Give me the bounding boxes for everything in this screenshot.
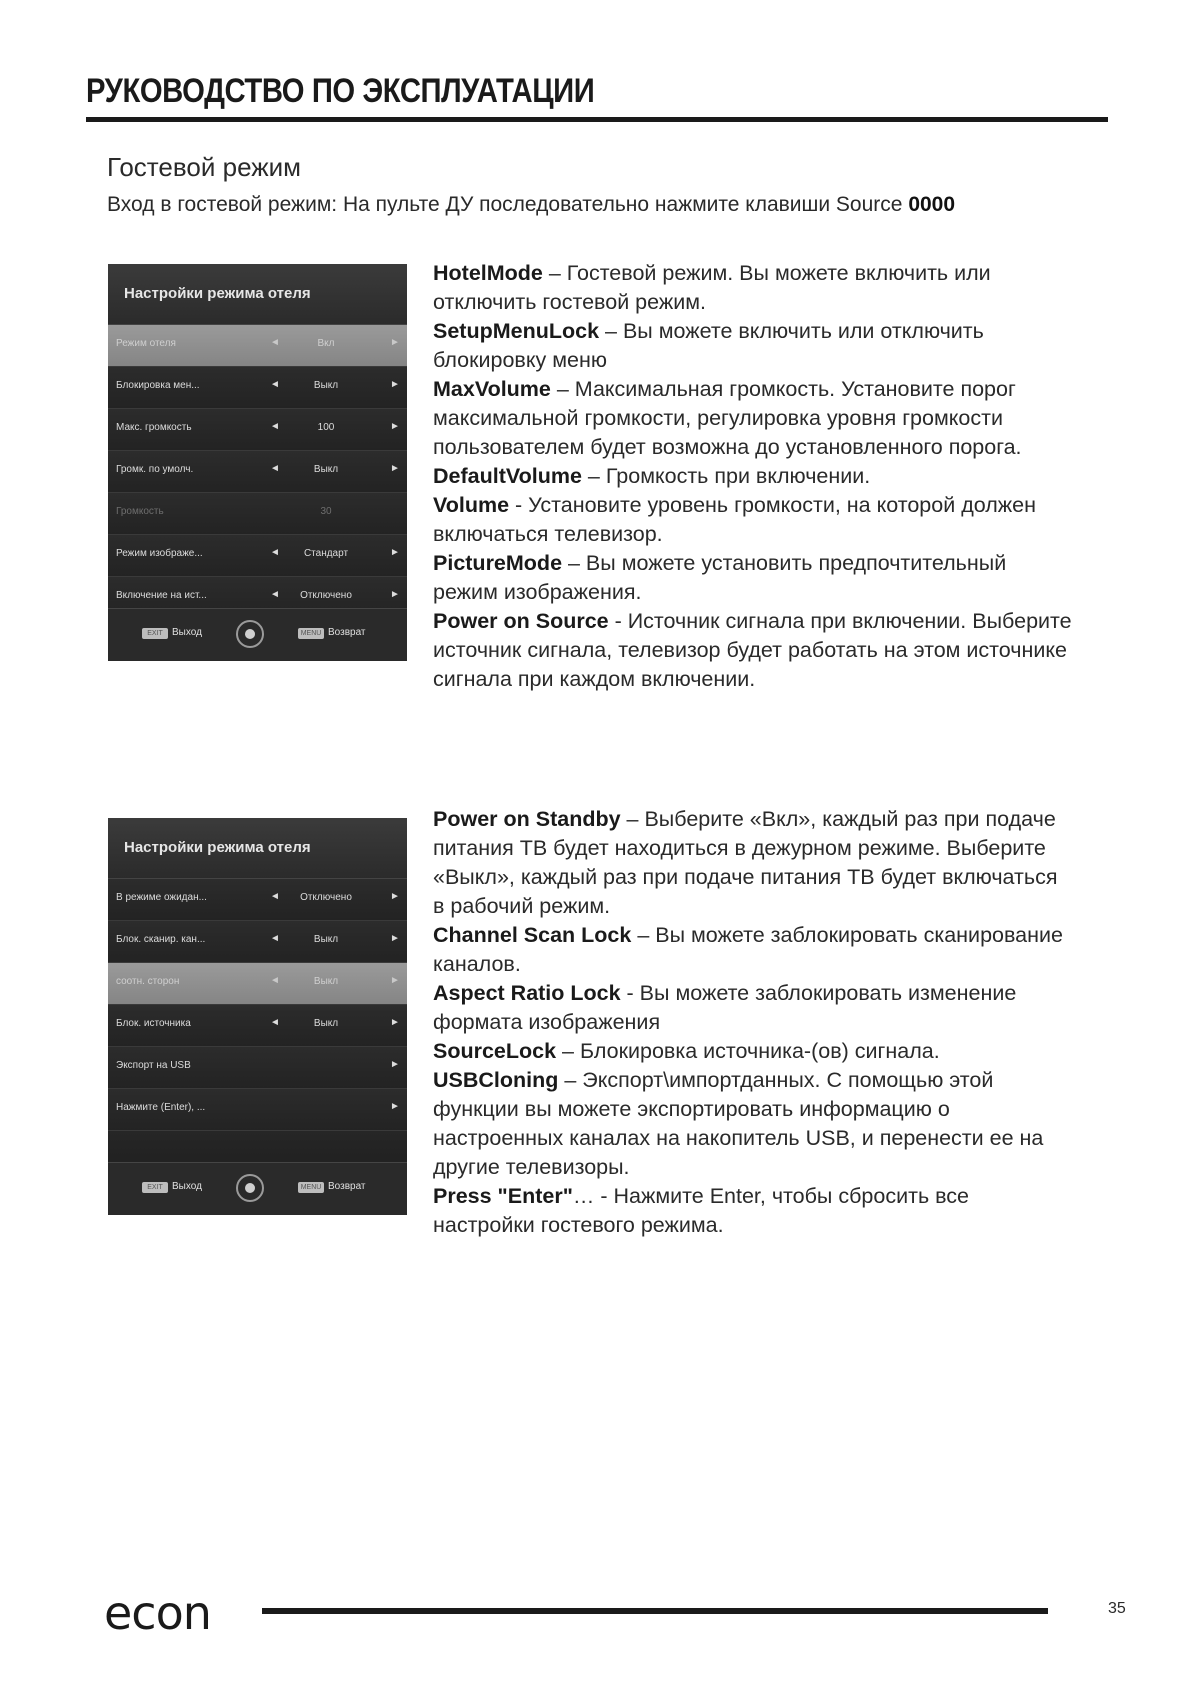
section-title: Гостевой режим — [107, 152, 302, 182]
right-arrow-icon: ► — [390, 547, 400, 558]
tv-row-label: Режим изображе... — [116, 548, 203, 559]
desc-text: – Выберите «Вкл», каждый раз при подаче питания ТВ будет находиться в дежурном режиме. Выберите «Выкл», каждый раз при подаче питания ТВ будет включаться в рабочий режим. — [433, 807, 1058, 918]
desc-text: – Громкость при включении. — [581, 464, 871, 488]
desc-text: – Вы можете заблокировать сканирование каналов. — [433, 923, 1063, 976]
exit-label: Выход — [172, 627, 202, 638]
footer-rule — [262, 1608, 1048, 1614]
right-arrow-icon: ► — [390, 1059, 400, 1070]
hotel-menu-screenshot-2 — [108, 818, 407, 1215]
tv-row-label: Включение на ист... — [116, 590, 207, 601]
tv-menu-row — [108, 535, 407, 577]
right-arrow-icon: ► — [390, 1101, 400, 1112]
desc-item — [433, 259, 1073, 317]
tv-menu-row — [108, 409, 407, 451]
tv-row-label: Блокировка мен... — [116, 380, 200, 391]
tv-row-label: Режим отеля — [116, 338, 176, 349]
desc-item — [433, 375, 1073, 462]
intro-text: Вход в гостевой режим: На пульте ДУ последовательно нажмите клавиши Source — [107, 193, 903, 216]
tv-row-value: Отключено — [300, 590, 352, 601]
tv-row-value: 30 — [320, 506, 332, 517]
right-arrow-icon: ► — [390, 891, 400, 902]
desc-text: – Максимальная громкость. Установите порог максимальной громкости, регулировка уровня громкости пользователем будет возможна до установленного порога. — [433, 377, 1022, 459]
desc-term: HotelMode — [433, 261, 543, 285]
desc-item — [433, 921, 1073, 979]
left-arrow-icon: ◄ — [270, 1017, 280, 1028]
desc-text: – Гостевой режим. Вы можете включить или отключить гостевой режим. — [433, 261, 991, 314]
tv-row-label: Блок. источника — [116, 1018, 191, 1029]
description-block-2 — [433, 805, 1073, 1240]
tv-menu-title: Настройки режима отеля — [124, 839, 311, 856]
desc-item — [433, 317, 1073, 375]
desc-item — [433, 979, 1073, 1037]
exit-key-icon: EXIT — [142, 628, 168, 639]
desc-item — [433, 607, 1073, 694]
tv-menu-header — [108, 264, 407, 325]
desc-text: - Источник сигнала при включении. Выберите источник сигнала, телевизор будет работать на этом источнике сигнала при каждом включении. — [433, 609, 1072, 691]
tv-row-value: Выкл — [313, 464, 339, 475]
tv-row-label: В режиме ожидан... — [116, 892, 207, 903]
page-header-title: РУКОВОДСТВО ПО ЭКСПЛУАТАЦИИ — [86, 72, 595, 110]
desc-item — [433, 491, 1073, 549]
header-rule — [86, 117, 1108, 122]
left-arrow-icon: ◄ — [270, 891, 280, 902]
desc-term: USBCloning — [433, 1068, 559, 1092]
tv-menu-row — [108, 1047, 407, 1089]
tv-row-value: Выкл — [313, 934, 339, 945]
desc-term: DefaultVolume — [433, 464, 582, 488]
left-arrow-icon: ◄ — [270, 463, 280, 474]
desc-item — [433, 549, 1073, 607]
tv-menu-footer — [108, 1162, 407, 1215]
right-arrow-icon: ► — [390, 421, 400, 432]
right-arrow-icon: ► — [390, 975, 400, 986]
tv-menu-row — [108, 367, 407, 409]
desc-term: Channel Scan Lock — [433, 923, 632, 947]
desc-item — [433, 805, 1073, 921]
menu-return-label: Возврат — [328, 1181, 366, 1192]
desc-term: MaxVolume — [433, 377, 551, 401]
desc-term: SourceLock — [433, 1039, 557, 1063]
desc-text: – Вы можете включить или отключить блокировку меню — [433, 319, 984, 372]
right-arrow-icon: ► — [390, 463, 400, 474]
left-arrow-icon: ◄ — [270, 589, 280, 600]
tv-menu-row — [108, 325, 407, 367]
tv-menu-row — [108, 1089, 407, 1131]
left-arrow-icon: ◄ — [270, 421, 280, 432]
intro-code: 0000 — [908, 193, 956, 216]
left-arrow-icon: ◄ — [270, 379, 280, 390]
intro-line — [107, 193, 955, 217]
desc-term: Aspect Ratio Lock — [433, 981, 621, 1005]
desc-text: – Вы можете установить предпочтительный режим изображения. — [433, 551, 1007, 604]
tv-row-label: Макс. громкость — [116, 422, 192, 433]
right-arrow-icon: ► — [390, 933, 400, 944]
desc-text: … - Нажмите Enter, чтобы сбросить все настройки гостевого режима. — [433, 1184, 970, 1237]
tv-row-value: Вкл — [317, 338, 335, 349]
tv-menu-row — [108, 879, 407, 921]
tv-menu-row — [108, 921, 407, 963]
desc-text: - Установите уровень громкости, на которой должен включаться телевизор. — [433, 493, 1036, 546]
right-arrow-icon: ► — [390, 589, 400, 600]
desc-term: Press "Enter" — [433, 1184, 573, 1208]
desc-term: SetupMenuLock — [433, 319, 600, 343]
tv-row-value: Стандарт — [303, 548, 349, 559]
desc-item — [433, 1066, 1073, 1182]
tv-row-label: Громк. по умолч. — [116, 464, 194, 475]
tv-row-label: соотн. сторон — [116, 976, 180, 987]
tv-menu-row — [108, 451, 407, 493]
tv-row-label: Экспорт на USB — [116, 1060, 191, 1071]
dpad-icon — [236, 1174, 264, 1202]
econ-logo: econ — [104, 1586, 211, 1640]
hotel-menu-screenshot-1 — [108, 264, 407, 661]
tv-row-value: Выкл — [313, 1018, 339, 1029]
description-block-1 — [433, 259, 1073, 694]
tv-row-label: Нажмите (Enter), ... — [116, 1102, 206, 1113]
desc-term: Power on Source — [433, 609, 609, 633]
desc-term: Power on Standby — [433, 807, 621, 831]
desc-item — [433, 462, 1073, 491]
exit-label: Выход — [172, 1181, 202, 1192]
desc-term: Volume — [433, 493, 510, 517]
menu-key-icon: MENU — [298, 628, 324, 639]
left-arrow-icon: ◄ — [270, 337, 280, 348]
desc-text: - Вы можете заблокировать изменение формата изображения — [433, 981, 1017, 1034]
tv-row-label: Громкость — [116, 506, 164, 517]
tv-menu-row — [108, 493, 407, 535]
desc-item — [433, 1037, 1073, 1066]
tv-menu-row — [108, 963, 407, 1005]
tv-row-value: Выкл — [313, 976, 339, 987]
left-arrow-icon: ◄ — [270, 933, 280, 944]
menu-return-label: Возврат — [328, 627, 366, 638]
right-arrow-icon: ► — [390, 337, 400, 348]
tv-row-label: Блок. сканир. кан... — [116, 934, 206, 945]
tv-menu-footer — [108, 608, 407, 661]
dpad-icon — [236, 620, 264, 648]
exit-key-icon: EXIT — [142, 1182, 168, 1193]
menu-key-icon: MENU — [298, 1182, 324, 1193]
left-arrow-icon: ◄ — [270, 547, 280, 558]
tv-menu-title: Настройки режима отеля — [124, 285, 311, 302]
right-arrow-icon: ► — [390, 379, 400, 390]
tv-row-value: Выкл — [313, 380, 339, 391]
tv-row-value: Отключено — [300, 892, 352, 903]
right-arrow-icon: ► — [390, 1017, 400, 1028]
tv-menu-row — [108, 1005, 407, 1047]
desc-text: – Блокировка источника-(ов) сигнала. — [556, 1039, 940, 1063]
left-arrow-icon: ◄ — [270, 975, 280, 986]
desc-text: – Экспорт\импортданных. С помощью этой функции вы можете экспортировать информацию о настроенных каналах на накопитель USB, и перенести ее на другие телевизоры. — [433, 1068, 1044, 1179]
tv-menu-header — [108, 818, 407, 879]
page-number: 35 — [1108, 1600, 1126, 1617]
tv-row-value: 100 — [317, 422, 335, 433]
desc-term: PictureMode — [433, 551, 563, 575]
desc-item — [433, 1182, 1073, 1240]
